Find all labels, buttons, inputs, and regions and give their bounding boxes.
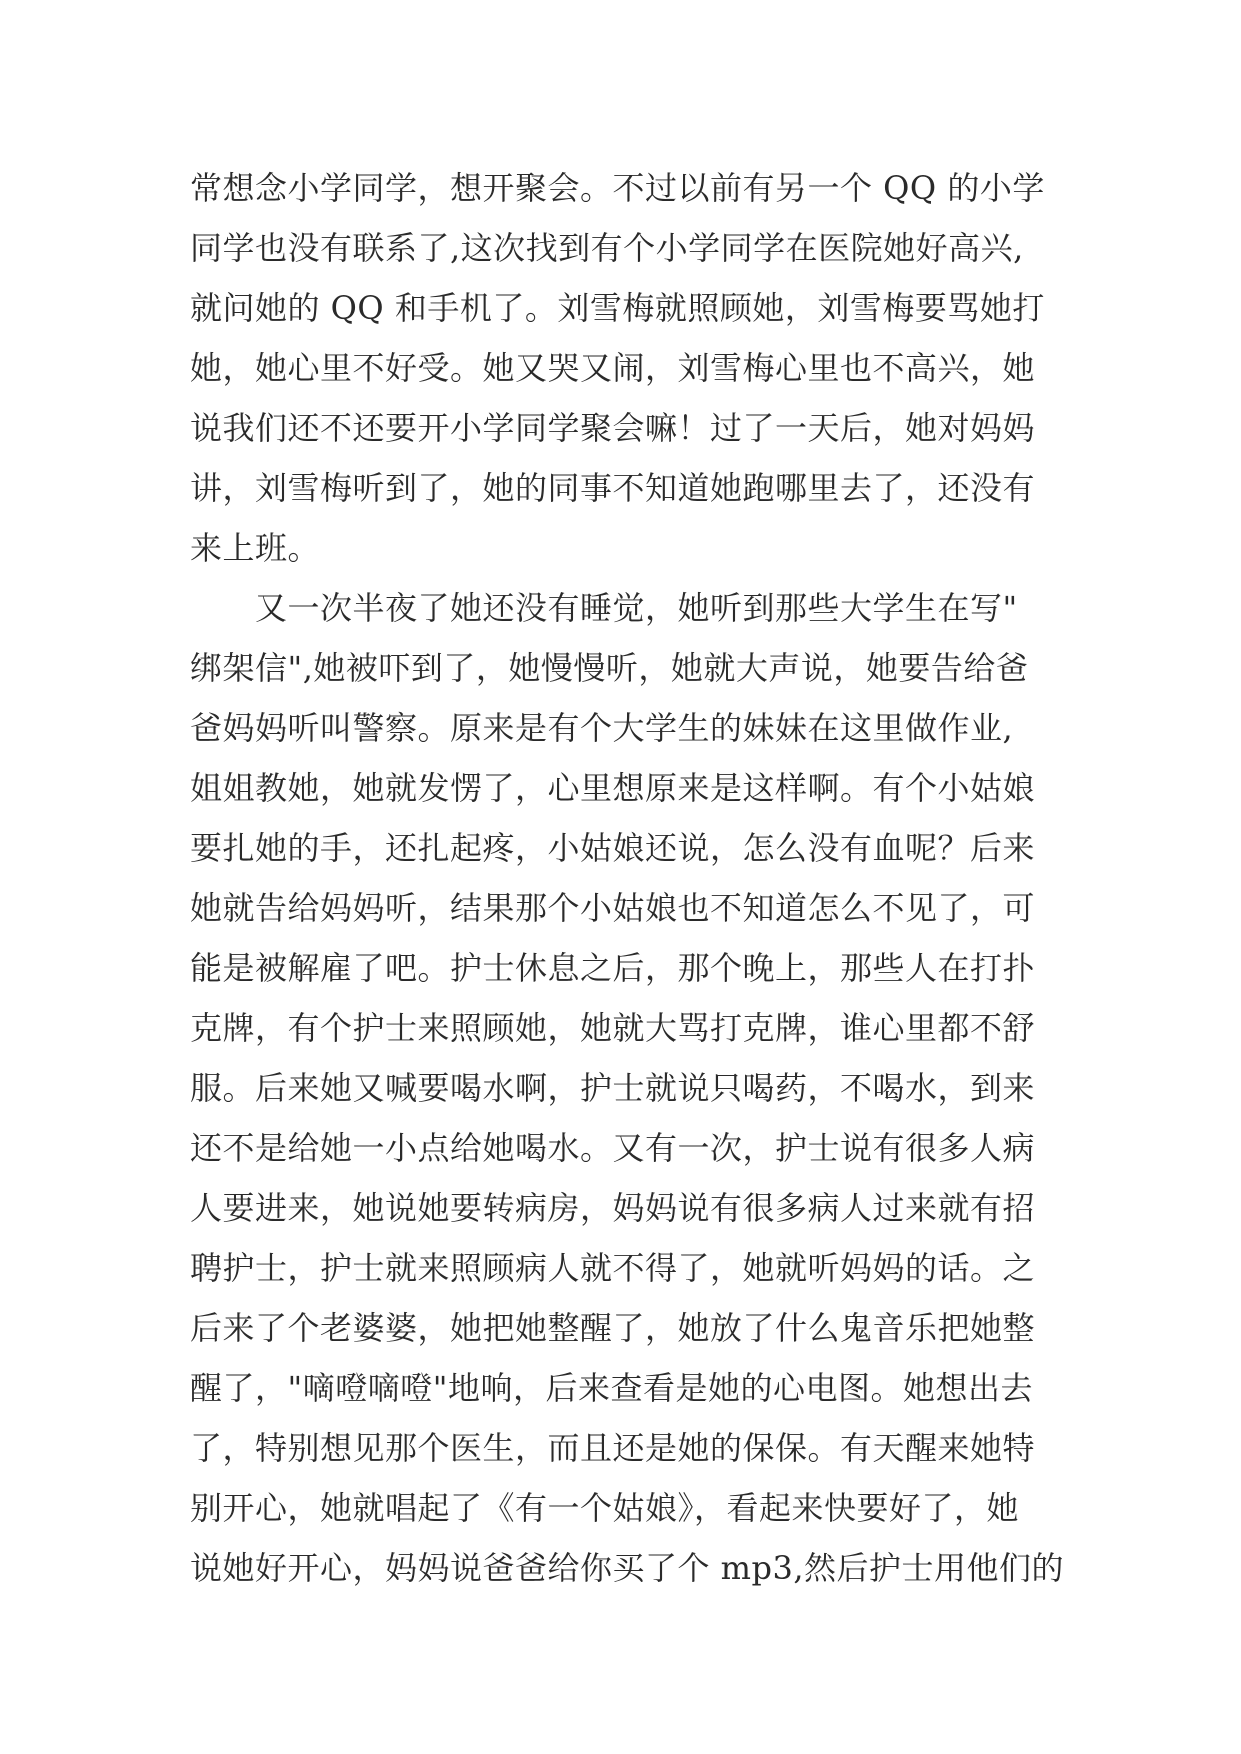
- text-line: 还不是给她一小点给她喝水。又有一次，护士说有很多人病: [190, 1129, 1036, 1167]
- text-line: 克牌，有个护士来照顾她，她就大骂打克牌，谁心里都不舒: [190, 1009, 1036, 1047]
- text-line: 说我们还不还要开小学同学聚会嘛！过了一天后，她对妈妈: [190, 409, 1036, 447]
- text-line: 爸妈妈听叫警察。原来是有个大学生的妹妹在这里做作业,: [190, 709, 1014, 747]
- text-line: 后来了个老婆婆，她把她整醒了，她放了什么鬼音乐把她整: [190, 1309, 1036, 1347]
- text-line: 要扎她的手，还扎起疼，小姑娘还说，怎么没有血呢？后来: [190, 829, 1036, 867]
- text-line: 她，她心里不好受。她又哭又闹，刘雪梅心里也不高兴，她: [190, 349, 1036, 387]
- text-line: 了，特别想见那个医生，而且还是她的保保。有天醒来她特: [190, 1429, 1036, 1467]
- text-line: 服。后来她又喊要喝水啊，护士就说只喝药，不喝水，到来: [190, 1069, 1036, 1107]
- text-line: 姐姐教她，她就发愣了，心里想原来是这样啊。有个小姑娘: [190, 769, 1036, 807]
- text-line: 人要进来，她说她要转病房，妈妈说有很多病人过来就有招: [190, 1189, 1036, 1227]
- text-line: 能是被解雇了吧。护士休息之后，那个晚上，那些人在打扑: [190, 949, 1036, 987]
- text-line: 醒了，"嘀噔嘀噔"地响，后来查看是她的心电图。她想出去: [190, 1369, 1033, 1407]
- text-line: 说她好开心，妈妈说爸爸给你买了个 mp3,然后护士用他们的: [190, 1549, 1065, 1587]
- text-line: 来上班。: [190, 529, 321, 567]
- body-text: [190, 158, 1090, 1598]
- text-line: 常想念小学同学，想开聚会。不过以前有另一个 QQ 的小学: [190, 169, 1045, 207]
- text-line: 讲，刘雪梅听到了，她的同事不知道她跑哪里去了，还没有: [190, 469, 1036, 507]
- text-line: 就问她的 QQ 和手机了。刘雪梅就照顾她，刘雪梅要骂她打: [190, 289, 1045, 327]
- text-line: 绑架信",她被吓到了，她慢慢听，她就大声说，她要告给爸: [190, 649, 1029, 687]
- text-line: 聘护士，护士就来照顾病人就不得了，她就听妈妈的话。之: [190, 1249, 1036, 1287]
- text-line: 她就告给妈妈听，结果那个小姑娘也不知道怎么不见了，可: [190, 889, 1036, 927]
- paragraph-start-line: 又一次半夜了她还没有睡觉，她听到那些大学生在写": [190, 589, 1018, 627]
- text-line: 别开心，她就唱起了《有一个姑娘》，看起来快要好了，她: [190, 1489, 1020, 1527]
- text-line: 同学也没有联系了,这次找到有个小学同学在医院她好高兴,: [190, 229, 1024, 267]
